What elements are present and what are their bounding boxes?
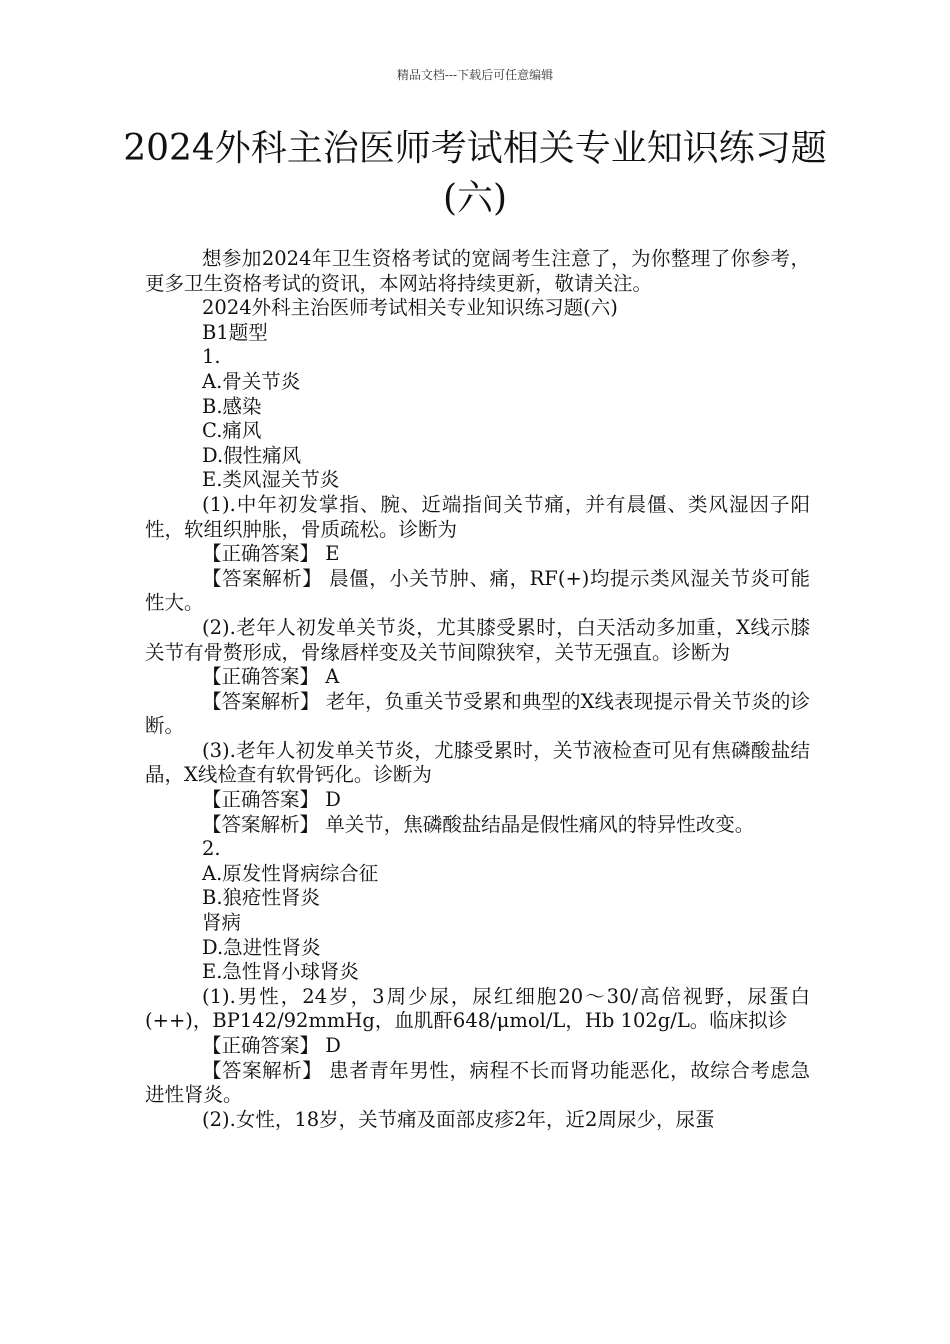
- page-header: 精品文档---下载后可任意编辑: [396, 68, 554, 82]
- question-number: 1.: [202, 345, 221, 369]
- question-stem: (2).老年人初发单关节炎，尤其膝受累时，白天活动多加重，X线示膝关节有骨赘形成，骨缘唇样变及关节间隙狭窄，关节无强直。诊断为: [145, 615, 810, 664]
- document-body: [145, 247, 810, 1132]
- question-number: 2.: [202, 837, 221, 861]
- question-stem: (1).男性，24岁，3周少尿，尿红细胞20～30/高倍视野，尿蛋白(++)，BP142/92mmHg，血肌酐648/μmol/L，Hb 102g/L。临床拟诊: [145, 984, 810, 1033]
- answer-explanation: 【答案解析】 晨僵，小关节肿、痛，RF(+)均提示类风湿关节炎可能性大。: [145, 566, 810, 615]
- answer-explanation: 【答案解析】 单关节，焦磷酸盐结晶是假性痛风的特异性改变。: [202, 812, 755, 836]
- option-line: A.原发性肾病综合征: [202, 861, 379, 885]
- question-stem: (2).女性，18岁，关节痛及面部皮疹2年，近2周尿少，尿蛋: [202, 1107, 715, 1131]
- answer-explanation: 【答案解析】 患者青年男性，病程不长而肾功能恶化，故综合考虑急进性肾炎。: [145, 1058, 810, 1107]
- answer-explanation: 【答案解析】 老年，负重关节受累和典型的X线表现提示骨关节炎的诊断。: [145, 689, 810, 738]
- option-line: B.感染: [202, 394, 262, 418]
- correct-answer: 【正确答案】 D: [202, 788, 341, 812]
- option-line: E.类风湿关节炎: [202, 468, 340, 492]
- intro-paragraph: 想参加2024年卫生资格考试的宽阔考生注意了，为你整理了你参考，更多卫生资格考试的资讯，本网站将持续更新，敬请关注。: [145, 247, 810, 295]
- option-line: A.骨关节炎: [202, 369, 301, 393]
- subtitle-line: 2024外科主治医师考试相关专业知识练习题(六): [202, 296, 618, 320]
- document-title: 2024外科主治医师考试相关专业知识练习题(六): [123, 128, 827, 219]
- correct-answer: 【正确答案】 E: [202, 542, 340, 566]
- option-line: D.急进性肾炎: [202, 935, 321, 959]
- option-line: C.痛风: [202, 419, 262, 443]
- option-line: 肾病: [202, 911, 242, 935]
- correct-answer: 【正确答案】 A: [202, 665, 340, 689]
- option-line: E.急性肾小球肾炎: [202, 960, 359, 984]
- option-line: B.狼疮性肾炎: [202, 886, 321, 910]
- question-stem: (1).中年初发掌指、腕、近端指间关节痛，并有晨僵、类风湿因子阳性，软组织肿胀，骨质疏松。诊断为: [145, 492, 810, 541]
- section-heading: B1题型: [202, 320, 268, 344]
- correct-answer: 【正确答案】 D: [202, 1034, 341, 1057]
- option-line: D.假性痛风: [202, 443, 302, 467]
- question-stem: (3).老年人初发单关节炎，尤膝受累时，关节液检查可见有焦磷酸盐结晶，X线检查有软骨钙化。诊断为: [145, 738, 810, 787]
